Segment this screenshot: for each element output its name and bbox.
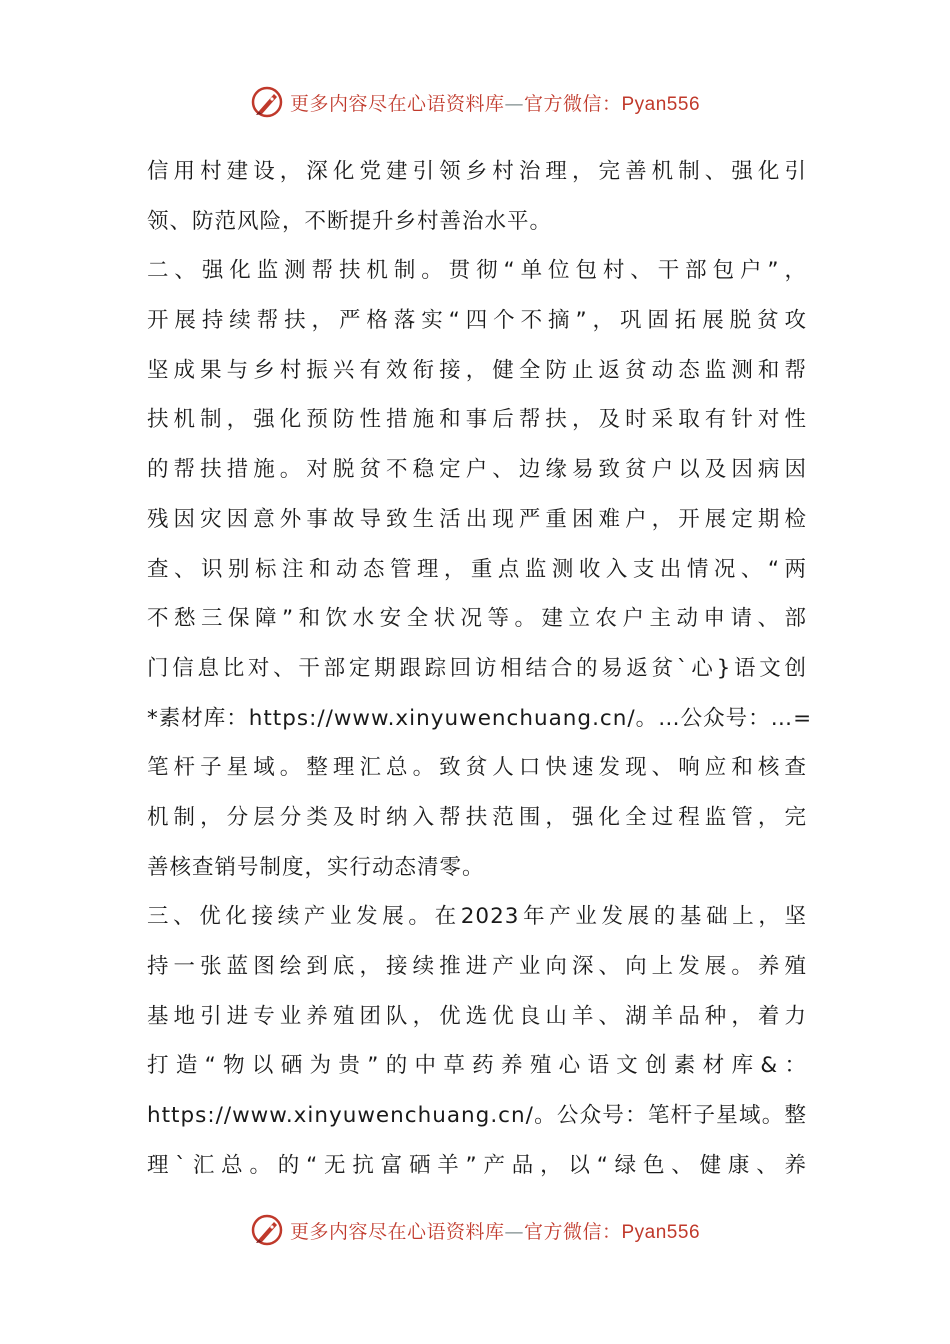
banner-wechat-id: Pyan556 — [621, 93, 701, 115]
text-line: 门信息比对、干部定期跟踪回访相结合的易返贫`心}语文创 — [147, 655, 807, 681]
pen-nib-logo-icon — [250, 85, 284, 119]
banner-main-text: 更多内容尽在心语资料库 — [289, 1220, 505, 1243]
text-line: 持一张蓝图绘到底，接续推进产业向深、向上发展。养殖 — [147, 954, 807, 979]
text-line: 查、识别标注和动态管理，重点监测收入支出情况、“两 — [147, 556, 807, 582]
text-line: https://www.xinyuwenchuang.cn/。公众号：笔杆子星域。整 — [147, 1103, 807, 1129]
text-line: 坚成果与乡村振兴有效衔接，健全防止返贫动态监测和帮 — [147, 357, 807, 383]
banner-text — [290, 89, 700, 116]
text-line: *素材库：https://www.xinyuwenchuang.cn/。…公众号：…= — [147, 705, 813, 731]
text-line: 打造“物以硒为贵”的中草药养殖心语文创素材库&： — [147, 1053, 807, 1079]
text-line: 机制，分层分类及时纳入帮扶范围，强化全过程监管，完 — [147, 804, 807, 830]
text-line: 二、强化监测帮扶机制。贯彻“单位包村、干部包户”， — [147, 258, 807, 284]
banner-main-text: 更多内容尽在心语资料库 — [289, 92, 505, 115]
text-line: 不愁三保障”和饮水安全状况等。建立农户主动申请、部 — [147, 606, 807, 632]
text-line: 笔杆子星域。整理汇总。致贫人口快速发现、响应和核查 — [147, 755, 807, 781]
pen-nib-logo-icon — [250, 1213, 284, 1247]
text-line: 开展持续帮扶，严格落实“四个不摘”，巩固拓展脱贫攻 — [147, 308, 807, 334]
footer-banner — [0, 1210, 950, 1250]
text-line: 信用村建设，深化党建引领乡村治理，完善机制、强化引 — [147, 159, 807, 184]
header-banner — [0, 82, 950, 122]
text-line: 善核查销号制度，实行动态清零。 — [147, 854, 485, 880]
document-body — [147, 147, 813, 1190]
banner-label-text: 官方微信： — [523, 92, 622, 115]
text-line: 三、优化接续产业发展。在2023年产业发展的基础上，坚 — [147, 904, 807, 930]
banner-text — [290, 1217, 700, 1244]
banner-wechat-id: Pyan556 — [621, 1221, 701, 1243]
text-line: 基地引进专业养殖团队，优选优良山羊、湖羊品种，着力 — [147, 1003, 807, 1029]
text-line: 理`汇总。的“无抗富硒羊”产品，以“绿色、健康、养 — [147, 1152, 807, 1178]
banner-separator: — — [504, 92, 524, 115]
text-line: 的帮扶措施。对脱贫不稳定户、边缘易致贫户以及因病因 — [147, 457, 807, 483]
text-line: 领、防范风险，不断提升乡村善治水平。 — [147, 208, 553, 234]
text-line: 扶机制，强化预防性措施和事后帮扶，及时采取有针对性 — [147, 407, 807, 433]
text-line: 残因灾因意外事故导致生活出现严重困难户，开展定期检 — [147, 506, 807, 532]
banner-label-text: 官方微信： — [523, 1220, 622, 1243]
banner-separator: — — [504, 1220, 524, 1243]
